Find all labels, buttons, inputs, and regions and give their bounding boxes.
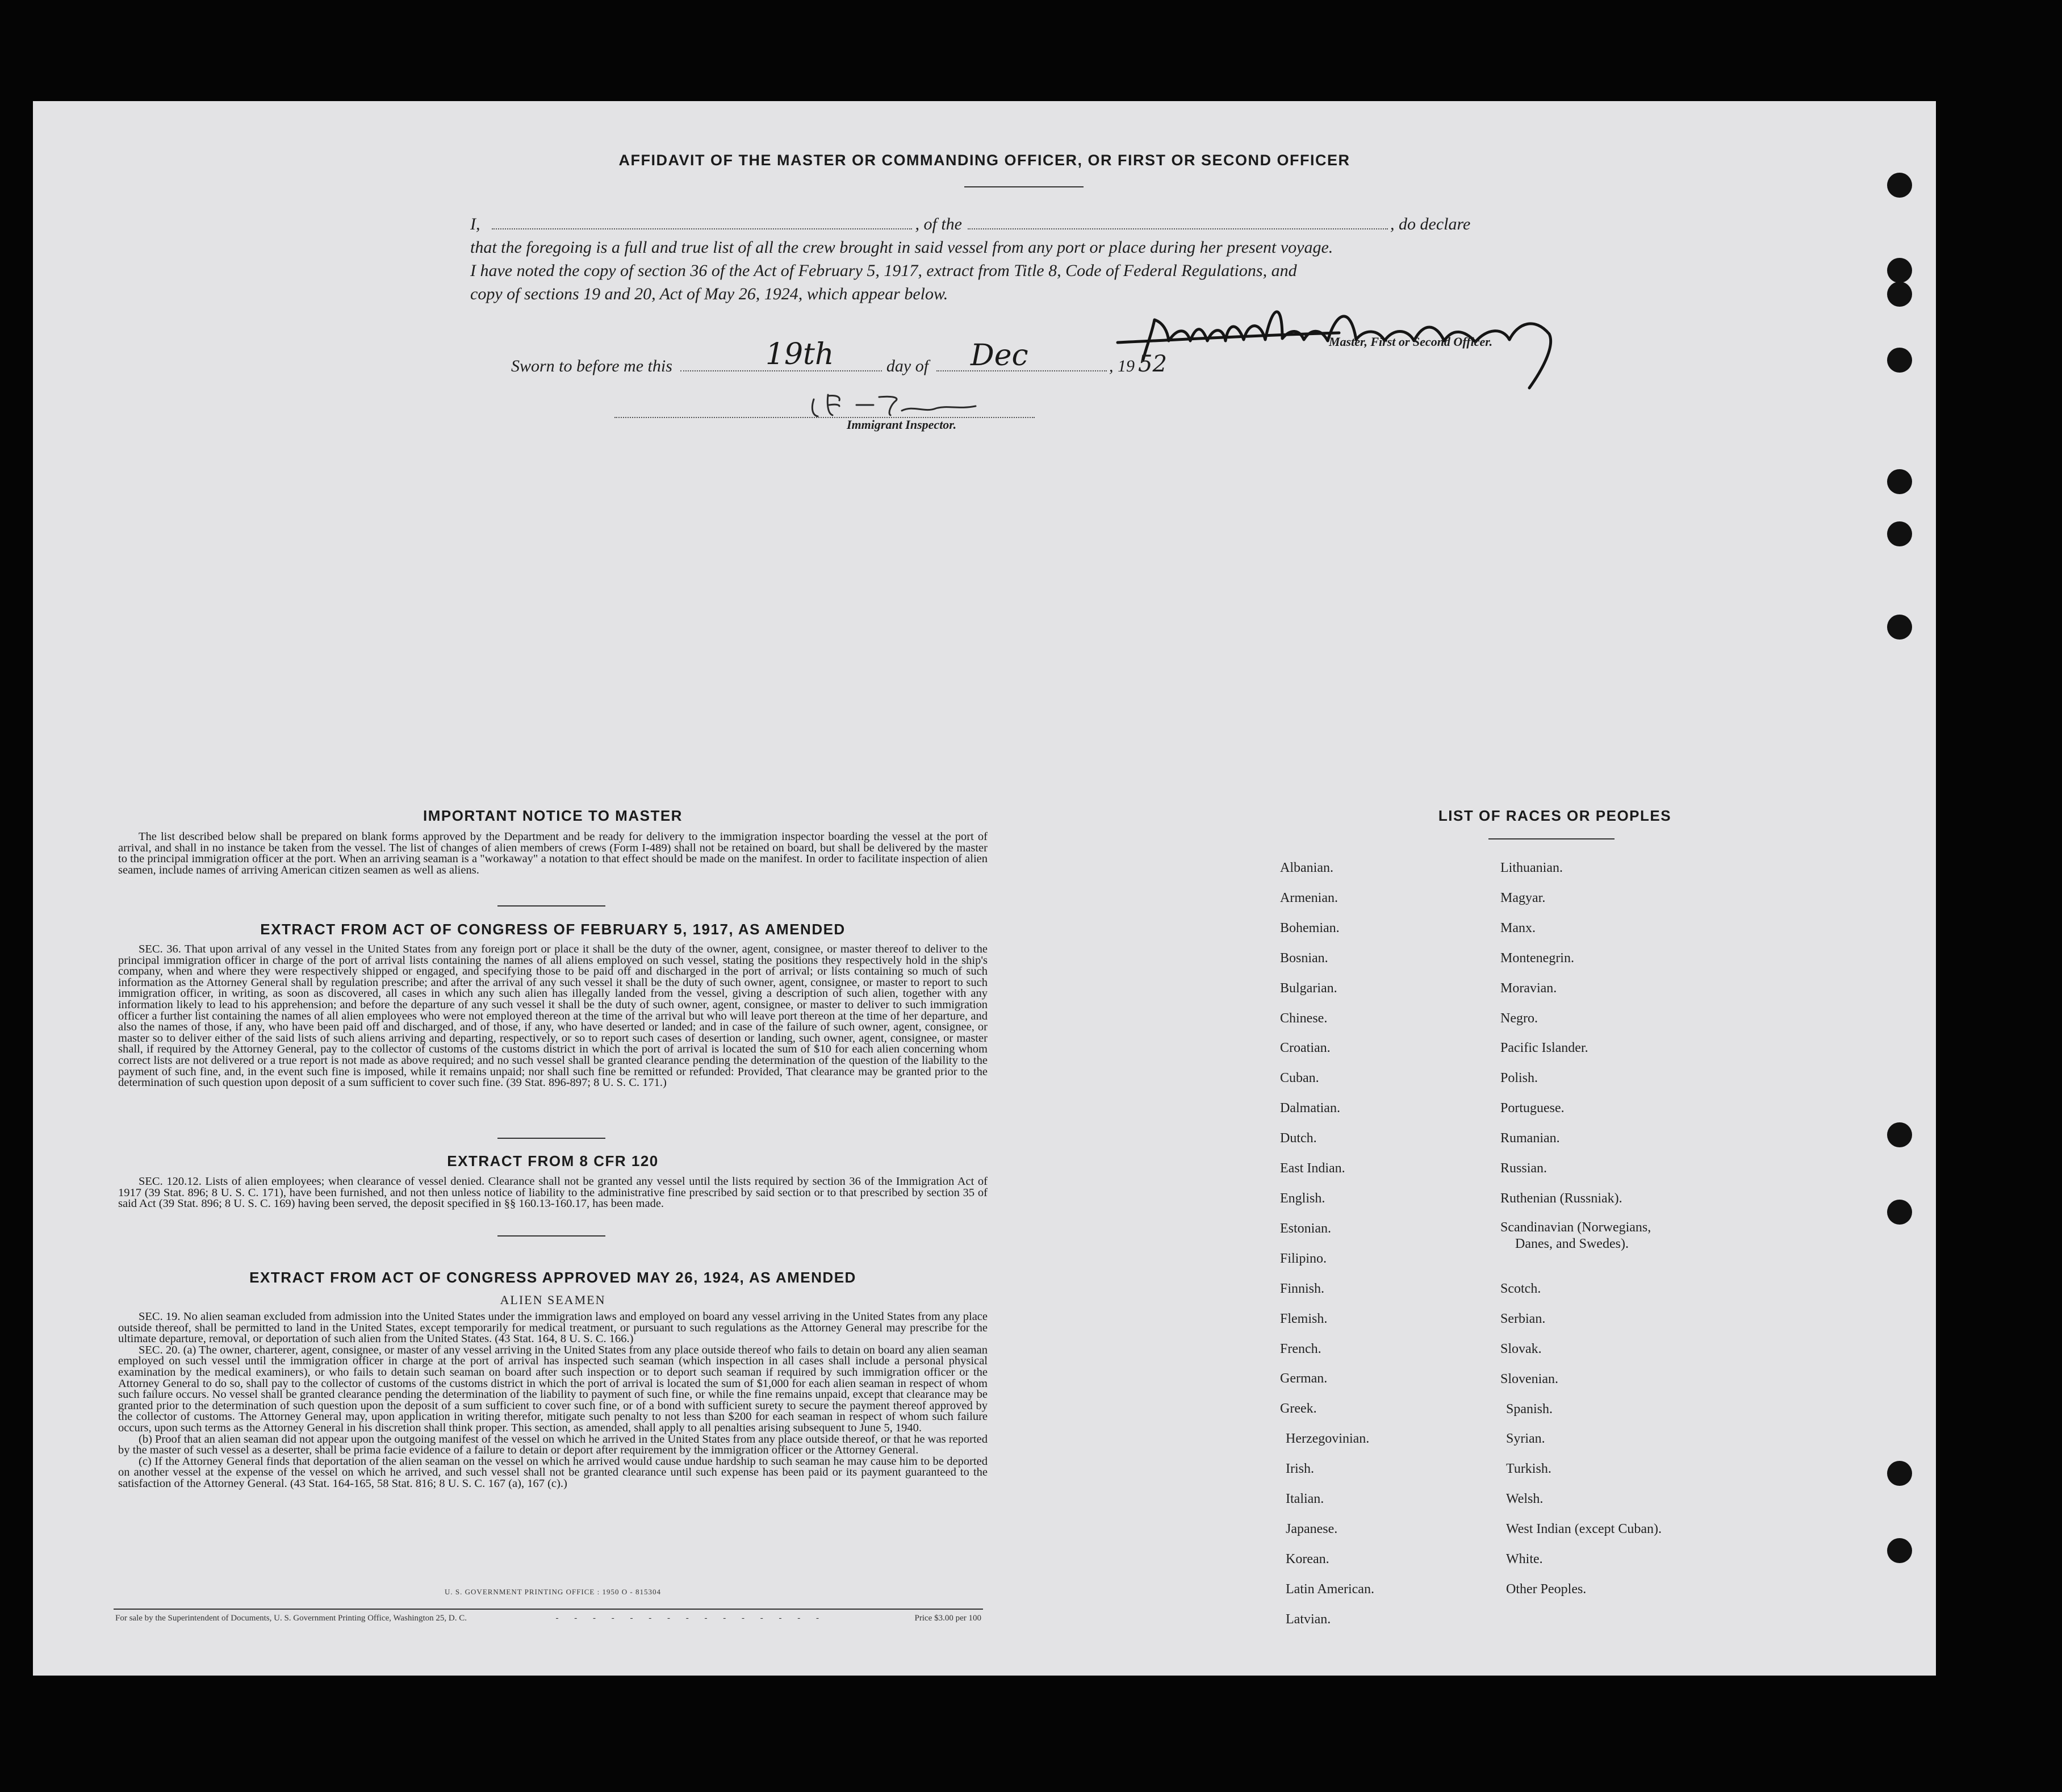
affidavit-line-2: that the foregoing is a full and true list of all the crew brought in said vessel from any port or place during her present voyage.	[470, 238, 1333, 257]
race-item: Flemish.	[1280, 1311, 1328, 1326]
notice-rule	[497, 905, 605, 907]
race-item: French.	[1280, 1341, 1321, 1356]
race-item: Finnish.	[1280, 1281, 1325, 1296]
officer-name-field[interactable]	[492, 228, 912, 229]
inspector-signature	[805, 388, 993, 422]
race-item: Ruthenian (Russniak).	[1500, 1191, 1622, 1206]
race-item: Dalmatian.	[1280, 1101, 1340, 1116]
race-item: Scandinavian (Norwegians, Danes, and Swedes).	[1500, 1219, 1651, 1251]
inspector-label: Immigrant Inspector.	[847, 417, 957, 432]
race-item: East Indian.	[1280, 1161, 1345, 1176]
race-item: Latvian.	[1286, 1611, 1331, 1627]
officer-title-label: Master, First or Second Officer.	[1329, 335, 1493, 349]
punch-hole	[1887, 1122, 1912, 1147]
race-item: German.	[1280, 1371, 1328, 1386]
race-item: Manx.	[1500, 920, 1536, 935]
punch-hole	[1887, 1200, 1912, 1225]
race-item: Japanese.	[1286, 1521, 1338, 1536]
race-item: Bulgarian.	[1280, 980, 1337, 996]
extract-1924-subtitle: ALIEN SEAMEN	[500, 1293, 606, 1307]
notice-text: The list described below shall be prepared on blank forms approved by the Department and be ready for delivery to the immigration inspector boarding the vessel at the port of arrival, and shall in no instance be taken from the vessel. The list of changes of alien members of crews (Form I-489) shall not be retained on board, but shall be delivered by the master to the principal immigration officer at the port. When an arriving seaman is a "workaway" a notation to that effect should be made on the manifest. In order to facilitate inspection of alien seamen, include names of arriving American citizen seamen as well as aliens.	[118, 830, 988, 876]
race-item: Negro.	[1500, 1010, 1538, 1026]
races-title: LIST OF RACES OR PEOPLES	[1438, 807, 1672, 824]
race-item: Scotch.	[1500, 1281, 1541, 1296]
affidavit-title-rule	[964, 186, 1084, 187]
race-item: Polish.	[1500, 1071, 1538, 1086]
extract-cfr-rule	[497, 1235, 605, 1237]
race-item: Magyar.	[1500, 890, 1546, 905]
extract-1917-text: SEC. 36. That upon arrival of any vessel in the United States from any foreign port or place it shall be the duty of the owner, agent, consignee, or master thereof to deliver to the principal immigration officer in charge of the port of arrival lists containing the names of all aliens employed on such vessel, stating the positions they respectively hold in the ship's company, when and where they were respectively shipped or engaged, and specifying those to be paid off and discharged in the port of arrival; or lists containing so much of such information as the Attorney General shall by regulation prescribe; and after the arrival of any such vessel it shall be the duty of such owner, agent, consignee, or master to report to such immigration officer, in writing, as soon as discovered, all cases in which any such alien has illegally landed from the vessel, giving a description of such alien, together with any information likely to lead to his apprehension; and before the departure of any such vessel it shall be the duty of such owner, agent, consignee, or master to deliver to such immigration officer a further list containing the names of all alien employees who were not employed thereon at the time of the arrival but who will leave port thereon at the time of her departure, and also the names of those, if any, who have been paid off and discharged, and of those, if any, who have deserted or landed; and in case of the failure of such owner, agent, consignee, or master so to deliver either of the said lists of such aliens arriving and departing, respectively, or so to report such cases of desertion or landing, such owner, agent, consignee, or master shall, if required by the Attorney General, pay to the collector of customs of the customs district in which the port of arrival is located the sum of $10 for each alien concerning whom correct lists are not delivered or a true report is not made as above required; and no such vessel shall be granted clearance pending the determination of the question of the liability to the payment of such fine, and, in the event such fine is imposed, while it remains unpaid; nor shall such fine be remitted or refunded: Provided, That clearance may be granted prior to the determination of such question upon deposit of a sum sufficient to cover such fine. (39 Stat. 896-897; 8 U. S. C. 171.)	[118, 943, 988, 1089]
race-item: Filipino.	[1280, 1251, 1327, 1266]
race-item: Syrian.	[1506, 1431, 1545, 1447]
footer-rule	[114, 1609, 983, 1610]
race-item: Portuguese.	[1500, 1101, 1565, 1116]
vessel-name-field[interactable]	[968, 228, 1388, 229]
race-item: Greek.	[1280, 1401, 1317, 1417]
gpo-imprint: U. S. GOVERNMENT PRINTING OFFICE : 1950 O - 815304	[445, 1588, 661, 1596]
punch-hole	[1887, 615, 1912, 640]
footer-leaders: - - - - - - - - - - - - - - -	[555, 1614, 826, 1623]
race-item: Spanish.	[1506, 1401, 1553, 1417]
race-item: Moravian.	[1500, 980, 1557, 996]
extract-1917-rule	[497, 1138, 605, 1139]
race-item: White.	[1506, 1552, 1543, 1567]
affidavit-line-1: I, , of the , do declare	[470, 215, 1471, 233]
race-item: West Indian (except Cuban).	[1506, 1522, 1662, 1537]
race-item: Slovak.	[1500, 1341, 1542, 1356]
race-item: Korean.	[1286, 1551, 1329, 1567]
extract-cfr-title: EXTRACT FROM 8 CFR 120	[447, 1152, 659, 1169]
races-right-column	[1500, 853, 1841, 1605]
extract-1917-title: EXTRACT FROM ACT OF CONGRESS OF FEBRUARY 5, 1917, AS AMENDED	[260, 921, 846, 938]
race-item: Pacific Islander.	[1500, 1041, 1588, 1056]
sworn-day-field[interactable]	[680, 337, 882, 371]
races-rule	[1488, 838, 1615, 839]
race-item: Serbian.	[1500, 1311, 1546, 1326]
race-item: Montenegrin.	[1500, 950, 1574, 966]
notice-title: IMPORTANT NOTICE TO MASTER	[423, 807, 683, 824]
document-sheet	[33, 101, 1936, 1676]
sworn-day-value: 19th	[765, 337, 834, 371]
race-item: English.	[1280, 1191, 1325, 1206]
race-item: Dutch.	[1280, 1131, 1317, 1146]
affidavit-line-3: I have noted the copy of section 36 of the Act of February 5, 1917, extract from Title 8, Code of Federal Regulations, and	[470, 261, 1297, 280]
extract-1924-title: EXTRACT FROM ACT OF CONGRESS APPROVED MAY 26, 1924, AS AMENDED	[249, 1269, 856, 1286]
race-item: Welsh.	[1506, 1492, 1544, 1507]
extract-1924-text: SEC. 19. No alien seaman excluded from admission into the United States under the immigration laws and employed on board any vessel arriving in the United States from any place outside thereof, shall be permitted to land in the United States, except temporarily for medical treatment, or pursuant to such regulations as the Attorney General may prescribe for the ultimate departure, removal, or deportation of such alien from the United States. (43 Stat. 164, 8 U. S. C. 166.) SEC. 20. (a) The owner, charterer, agent, consignee, or master of any vessel arriving in the United States from any place outside thereof who fails to detain on board any alien seaman employed on such vessel until the immigration officer in charge at the port of arrival has inspected such seaman (which inspection in all cases shall include a personal physical examination by the medical examiners), or who fails to detain such seaman on board after such inspection or to deport such seaman if required by such immigration officer or the Attorney General to do so, shall pay to the collector of customs of the customs district in which the port of arrival is located the sum of $1,000 for each alien seaman in respect of whom such failure occurs. No vessel shall be granted clearance pending the determination of the liability to payment of such fine, or while the fine remains unpaid, except that clearance may be granted prior to the determination of such question upon the deposit of a sum sufficient to cover such fine, or of a bond with sufficient surety to secure the payment thereof approved by the collector of customs. The Attorney General may, upon application in writing therefor, mitigate such penalty to not less than $200 for each seaman in respect of whom such failure occurs, upon such terms as the Attorney General in his discretion shall think proper. This section, as amended, shall apply to all penalties arising subsequent to June 5, 1940. (b) Proof that an alien seaman did not appear upon the outgoing manifest of the vessel on which he arrived in the United States from any place outside thereof, or that he was reported by the master of such vessel as a deserter, shall be prima facie evidence of a failure to detain or deport after requirement by the immigration officer or the Attorney General. (c) If the Attorney General finds that deportation of the alien seaman on the vessel on which he arrived would cause undue hardship to such seaman he may cause him to be deported on another vessel at the expense of the vessel on which he arrived, and such vessel shall not be granted clearance until such expense has been paid or its payment guaranteed to the satisfaction of the Attorney General. (43 Stat. 164-165, 58 Stat. 816; 8 U. S. C. 167 (a), 167 (c).)	[118, 1310, 988, 1490]
affidavit-line-4: copy of sections 19 and 20, Act of May 26, 1924, which appear below.	[470, 285, 948, 303]
punch-hole	[1887, 1538, 1912, 1563]
race-item: Bosnian.	[1280, 950, 1328, 966]
race-item: Cuban.	[1280, 1071, 1319, 1086]
sworn-month-field[interactable]	[936, 339, 1107, 373]
race-item: Lithuanian.	[1500, 861, 1563, 875]
race-item: Chinese.	[1280, 1010, 1328, 1026]
sworn-month-value: Dec	[971, 339, 1028, 373]
race-item: Herzegovinian.	[1286, 1431, 1370, 1447]
race-item: Italian.	[1286, 1492, 1324, 1507]
affidavit-title: AFFIDAVIT OF THE MASTER OR COMMANDING OFFICER, OR FIRST OR SECOND OFFICER	[618, 152, 1350, 169]
sworn-year-value: 52	[1138, 351, 1167, 377]
race-item: Bohemian.	[1280, 920, 1340, 935]
race-item: Croatian.	[1280, 1041, 1331, 1056]
race-item: Irish.	[1286, 1461, 1314, 1477]
race-item: Albanian.	[1280, 861, 1333, 875]
race-item: Turkish.	[1506, 1461, 1551, 1477]
race-item: Estonian.	[1280, 1221, 1331, 1236]
punch-hole	[1887, 1461, 1912, 1486]
extract-cfr-text: SEC. 120.12. Lists of alien employees; when clearance of vessel denied. Clearance shall not be granted any vessel until the lists required by section 36 of the Immigration Act of 1917 (39 Stat. 896; 8 U. S. C. 171), have been furnished, and not then unless notice of liability to the administrative fine prescribed by said section or to that prescribed by section 35 of said Act (39 Stat. 896; 8 U. S. C. 169) having been served, the deposit specified in §§ 160.13-160.17, has been made.	[118, 1175, 988, 1210]
punch-hole	[1887, 521, 1912, 546]
sworn-line: Sworn to before me this 19th day of Dec , 19 52	[511, 337, 1167, 377]
punch-hole	[1887, 258, 1912, 283]
footer-sale: For sale by the Superintendent of Documents, U. S. Government Printing Office, Washington 25, D. C.	[115, 1614, 467, 1623]
race-item: Latin American.	[1286, 1581, 1374, 1597]
races-left-column	[1280, 853, 1496, 1635]
race-item: Other Peoples.	[1506, 1581, 1587, 1597]
punch-hole	[1887, 348, 1912, 373]
punch-hole	[1887, 282, 1912, 307]
footer-line	[115, 1614, 981, 1623]
punch-hole	[1887, 173, 1912, 198]
race-item: Armenian.	[1280, 890, 1338, 905]
race-item: Slovenian.	[1500, 1371, 1558, 1386]
race-item: Russian.	[1500, 1161, 1547, 1176]
punch-hole	[1887, 469, 1912, 494]
footer-price: Price $3.00 per 100	[914, 1614, 981, 1623]
race-item: Rumanian.	[1500, 1131, 1560, 1146]
